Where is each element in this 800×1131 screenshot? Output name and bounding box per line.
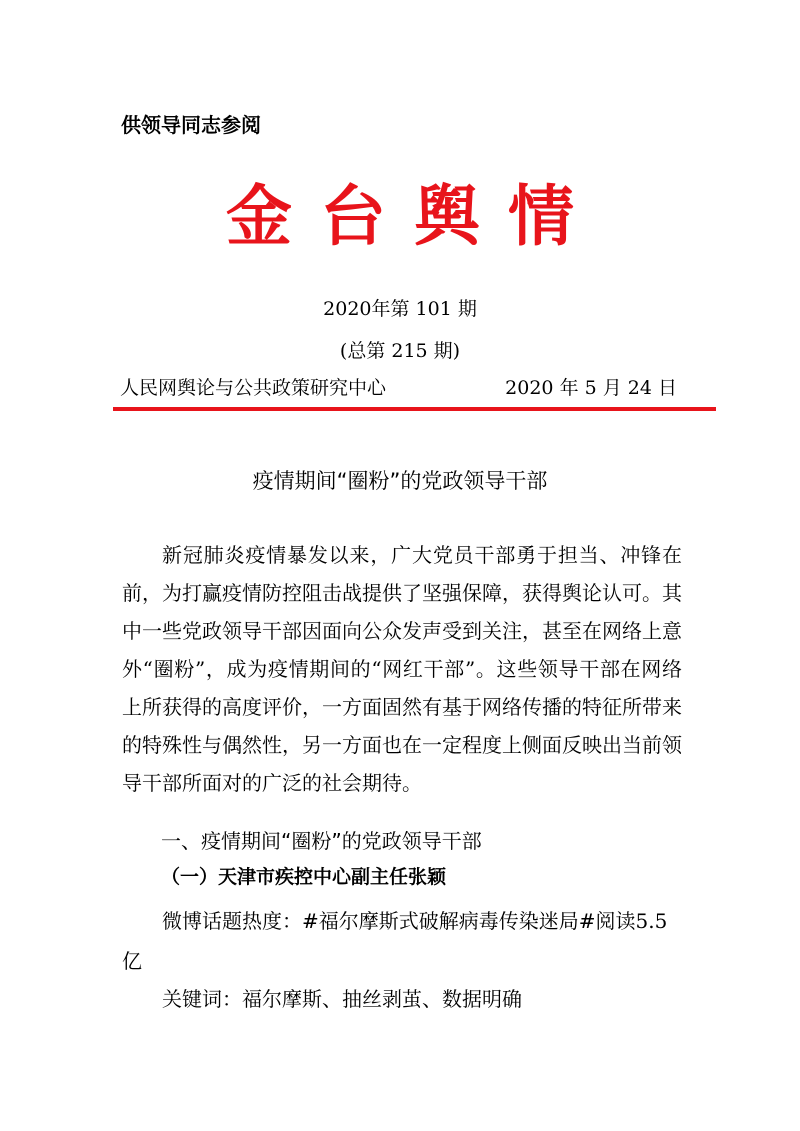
- header-divider: [113, 407, 716, 411]
- circulation-note: 供领导同志参阅: [121, 113, 261, 137]
- issue-number: 2020年第 101 期: [323, 298, 477, 320]
- masthead-title: 金台舆情: [226, 177, 602, 255]
- keywords-line: 关键词：福尔摩斯、抽丝剥茧、数据明确: [162, 987, 522, 1011]
- subsection-heading: （一）天津市疾控中心副主任张颖: [161, 866, 447, 888]
- publisher-organization: 人民网舆论与公共政策研究中心: [120, 377, 387, 399]
- intro-paragraph: 新冠肺炎疫情暴发以来，广大党员干部勇于担当、冲锋在前，为打赢疫情防控阻击战提供了坚强保障，获得舆论认可。其中一些党政领导干部因面向公众发声受到关注，甚至在网络上意外“圈粉”，成为疫情期间的“网红干部”。这些领导干部在网络上所获得的高度评价，一方面固然有基于网络传播的特征所带来的特殊性与偶然性，另一方面也在一定程度上侧面反映出当前领导干部所面对的广泛的社会期待。: [122, 543, 682, 795]
- issue-total-number: (总第 215 期): [339, 340, 461, 362]
- publication-date: 2020 年 5 月 24 日: [505, 377, 677, 399]
- section-heading: 一、疫情期间“圈粉”的党政领导干部: [161, 829, 482, 853]
- weibo-heat-paragraph: 微博话题热度：#福尔摩斯式破解病毒传染迷局#阅读5.5 亿: [122, 909, 668, 973]
- article-title: 疫情期间“圈粉”的党政领导干部: [252, 469, 548, 493]
